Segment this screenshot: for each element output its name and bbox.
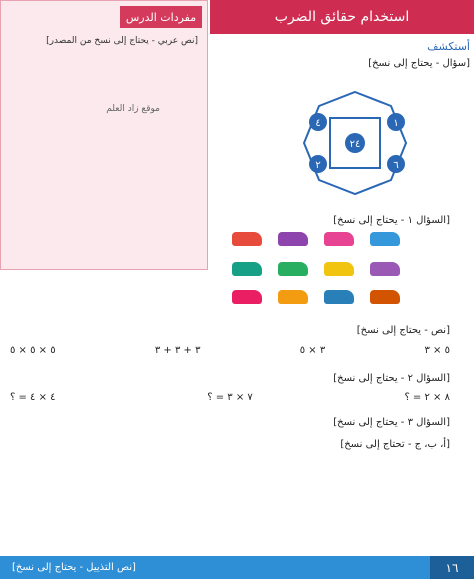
page-title: استخدام حقائق الضرب [210,0,474,34]
question-2: [السؤال ٢ - يحتاج إلى نسخ] [333,373,450,384]
question-3: [السؤال ٣ - يحتاج إلى نسخ] [333,417,450,428]
sidebar-body: [نص عربي - يحتاج إلى نسخ من المصدر] [46,36,198,46]
svg-text:٢: ٢ [315,160,321,171]
explore-question: [سؤال - يحتاج إلى نسخ] [368,58,470,69]
page-number: ١٦ [430,556,474,579]
cars-illustration [232,232,442,312]
svg-text:٤: ٤ [315,118,321,129]
question-1: [السؤال ١ - يحتاج إلى نسخ] [333,215,450,226]
question-1-sub: [نص - يحتاج إلى نسخ] [356,325,450,336]
svg-text:٦: ٦ [393,160,399,171]
svg-text:١: ١ [393,118,399,129]
q2-expressions: ٤ × ٤ = ؟ ٧ × ٣ = ؟ ٨ × ٢ = ؟ [10,392,450,403]
sidebar-header: مفردات الدرس [120,6,202,28]
q1-expressions: ٥ × ٥ × ٥ ٣ + ٣ + ٣ ٣ × ٥ ٥ × ٣ [10,345,450,356]
explore-label: أستكشف [427,40,470,53]
puzzle-center: ٢٤ [349,139,361,150]
question-3-items: [أ، ب، ج - تحتاج إلى نسخ] [340,439,450,450]
footer-bar [0,556,474,579]
watermark-text: موقع زاد العلم [106,104,160,114]
number-puzzle [296,84,414,202]
footer-text: [نص التذييل - يحتاج إلى نسخ] [12,562,136,573]
